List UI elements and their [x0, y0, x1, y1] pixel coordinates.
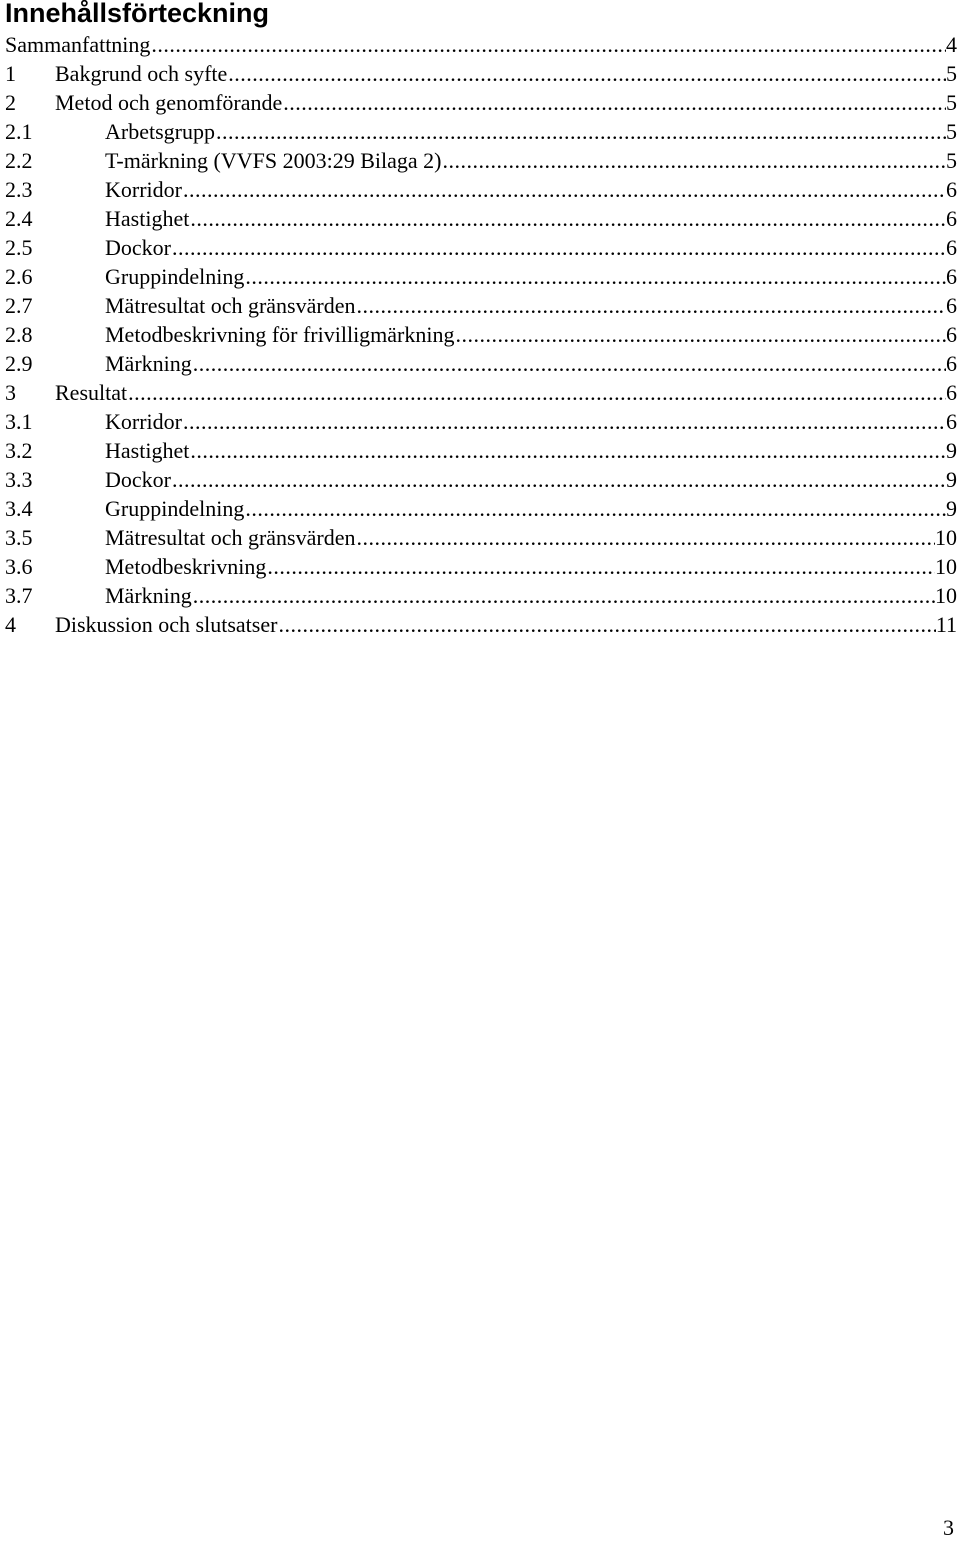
toc-dot-leader	[455, 320, 947, 349]
toc-entry-page: 6	[946, 264, 957, 289]
toc-entry-number: 3	[5, 380, 16, 405]
toc-entry-number: 2.6	[5, 264, 33, 289]
toc-entry-title: Dockor	[105, 235, 171, 260]
toc-entry-page: 10	[935, 583, 957, 608]
toc-entry-sammanfattning[interactable]	[5, 30, 960, 59]
toc-entry-title: Mätresultat och gränsvärden	[105, 525, 356, 550]
toc-entry-page: 9	[946, 438, 957, 463]
toc-entry-number: 2.2	[5, 148, 33, 173]
toc-entry-3-4[interactable]	[5, 494, 960, 523]
toc-entry-page: 5	[946, 119, 957, 144]
toc-dot-leader	[182, 175, 946, 204]
toc-entry-2-5[interactable]	[5, 233, 960, 262]
toc-entry-page: 6	[946, 206, 957, 231]
toc-entry-number: 1	[5, 61, 16, 86]
toc-entry-number: 3.7	[5, 583, 33, 608]
toc-entry-page: 9	[946, 496, 957, 521]
toc-entry-title: Sammanfattning	[5, 32, 151, 57]
toc-entry-page: 6	[946, 380, 957, 405]
toc-entry-2-9[interactable]	[5, 349, 960, 378]
toc-heading: Innehållsförteckning	[5, 0, 270, 28]
toc-entry-number: 3.1	[5, 409, 33, 434]
toc-entry-page: 9	[946, 467, 957, 492]
toc-entry-1[interactable]	[5, 59, 960, 88]
toc-entry-2[interactable]	[5, 88, 960, 117]
toc-entry-page: 6	[946, 409, 957, 434]
toc-dot-leader	[227, 59, 946, 88]
toc-entry-3-1[interactable]	[5, 407, 960, 436]
toc-entry-title: Gruppindelning	[105, 496, 245, 521]
toc-entry-page: 5	[946, 61, 957, 86]
toc-entry-title: T-märkning (VVFS 2003:29 Bilaga 2)	[105, 148, 442, 173]
toc-entry-number: 3.2	[5, 438, 33, 463]
toc-entry-number: 2.8	[5, 322, 33, 347]
toc-entry-2-8[interactable]	[5, 320, 960, 349]
toc-entry-title: Korridor	[105, 409, 182, 434]
toc-entry-number: 2.7	[5, 293, 33, 318]
toc-entry-title: Märkning	[105, 351, 192, 376]
toc-entry-page: 6	[946, 293, 957, 318]
toc-dot-leader	[150, 30, 946, 59]
toc-dot-leader	[192, 581, 935, 610]
toc-entry-2-4[interactable]	[5, 204, 960, 233]
toc-dot-leader	[171, 233, 946, 262]
toc-dot-leader	[355, 291, 946, 320]
toc-entry-number: 4	[5, 612, 16, 637]
toc-entry-title: Resultat	[55, 380, 128, 405]
toc-entry-3-3[interactable]	[5, 465, 960, 494]
toc-entry-title: Hastighet	[105, 438, 190, 463]
toc-entry-title: Metod och genomförande	[55, 90, 283, 115]
toc-entry-title: Korridor	[105, 177, 182, 202]
toc-entry-3-7[interactable]	[5, 581, 960, 610]
toc-entry-2-3[interactable]	[5, 175, 960, 204]
toc-entry-number: 2.9	[5, 351, 33, 376]
toc-entry-title: Gruppindelning	[105, 264, 245, 289]
toc-entry-2-7[interactable]	[5, 291, 960, 320]
toc-entry-number: 3.3	[5, 467, 33, 492]
toc-entry-page: 11	[935, 612, 957, 637]
toc-dot-leader	[182, 407, 946, 436]
toc-dot-leader	[189, 204, 946, 233]
toc-entry-page: 6	[946, 322, 957, 347]
toc-entry-title: Arbetsgrupp	[105, 119, 215, 144]
toc-entry-title: Dockor	[105, 467, 171, 492]
toc-entry-number: 2.3	[5, 177, 33, 202]
toc-entry-title: Bakgrund och syfte	[55, 61, 228, 86]
toc-entry-page: 6	[946, 351, 957, 376]
toc-dot-leader	[215, 117, 946, 146]
toc-entry-title: Metodbeskrivning	[105, 554, 267, 579]
toc-entry-number: 3.6	[5, 554, 33, 579]
toc-entry-title: Metodbeskrivning för frivilligmärkning	[105, 322, 455, 347]
toc-dot-leader	[282, 88, 946, 117]
toc-entry-title: Diskussion och slutsatser	[55, 612, 278, 637]
toc-entry-number: 3.5	[5, 525, 33, 550]
toc-entry-page: 6	[946, 235, 957, 260]
toc-entry-2-6[interactable]	[5, 262, 960, 291]
toc-entry-title: Märkning	[105, 583, 192, 608]
toc-dot-leader	[244, 262, 946, 291]
toc-entry-4[interactable]	[5, 610, 960, 639]
toc-dot-leader	[127, 378, 946, 407]
toc-entry-number: 2.1	[5, 119, 33, 144]
toc-entry-number: 3.4	[5, 496, 33, 521]
toc-entry-3-2[interactable]	[5, 436, 960, 465]
toc-entry-page: 10	[935, 554, 957, 579]
table-of-contents	[5, 30, 960, 639]
toc-entry-3-5[interactable]	[5, 523, 960, 552]
toc-entry-title: Mätresultat och gränsvärden	[105, 293, 356, 318]
toc-entry-page: 5	[946, 148, 957, 173]
toc-dot-leader	[442, 146, 947, 175]
toc-entry-page: 4	[946, 32, 957, 57]
toc-entry-2-2[interactable]	[5, 146, 960, 175]
toc-dot-leader	[192, 349, 946, 378]
toc-dot-leader	[355, 523, 935, 552]
toc-dot-leader	[189, 436, 946, 465]
toc-entry-page: 5	[946, 90, 957, 115]
page-number: 3	[943, 1515, 954, 1540]
toc-entry-3-6[interactable]	[5, 552, 960, 581]
toc-dot-leader	[266, 552, 935, 581]
toc-dot-leader	[244, 494, 946, 523]
toc-entry-title: Hastighet	[105, 206, 190, 231]
toc-entry-3[interactable]	[5, 378, 960, 407]
toc-entry-number: 2	[5, 90, 16, 115]
toc-entry-page: 10	[935, 525, 957, 550]
toc-entry-page: 6	[946, 177, 957, 202]
toc-dot-leader	[171, 465, 946, 494]
toc-entry-2-1[interactable]	[5, 117, 960, 146]
toc-dot-leader	[277, 610, 935, 639]
toc-entry-number: 2.4	[5, 206, 33, 231]
toc-entry-number: 2.5	[5, 235, 33, 260]
